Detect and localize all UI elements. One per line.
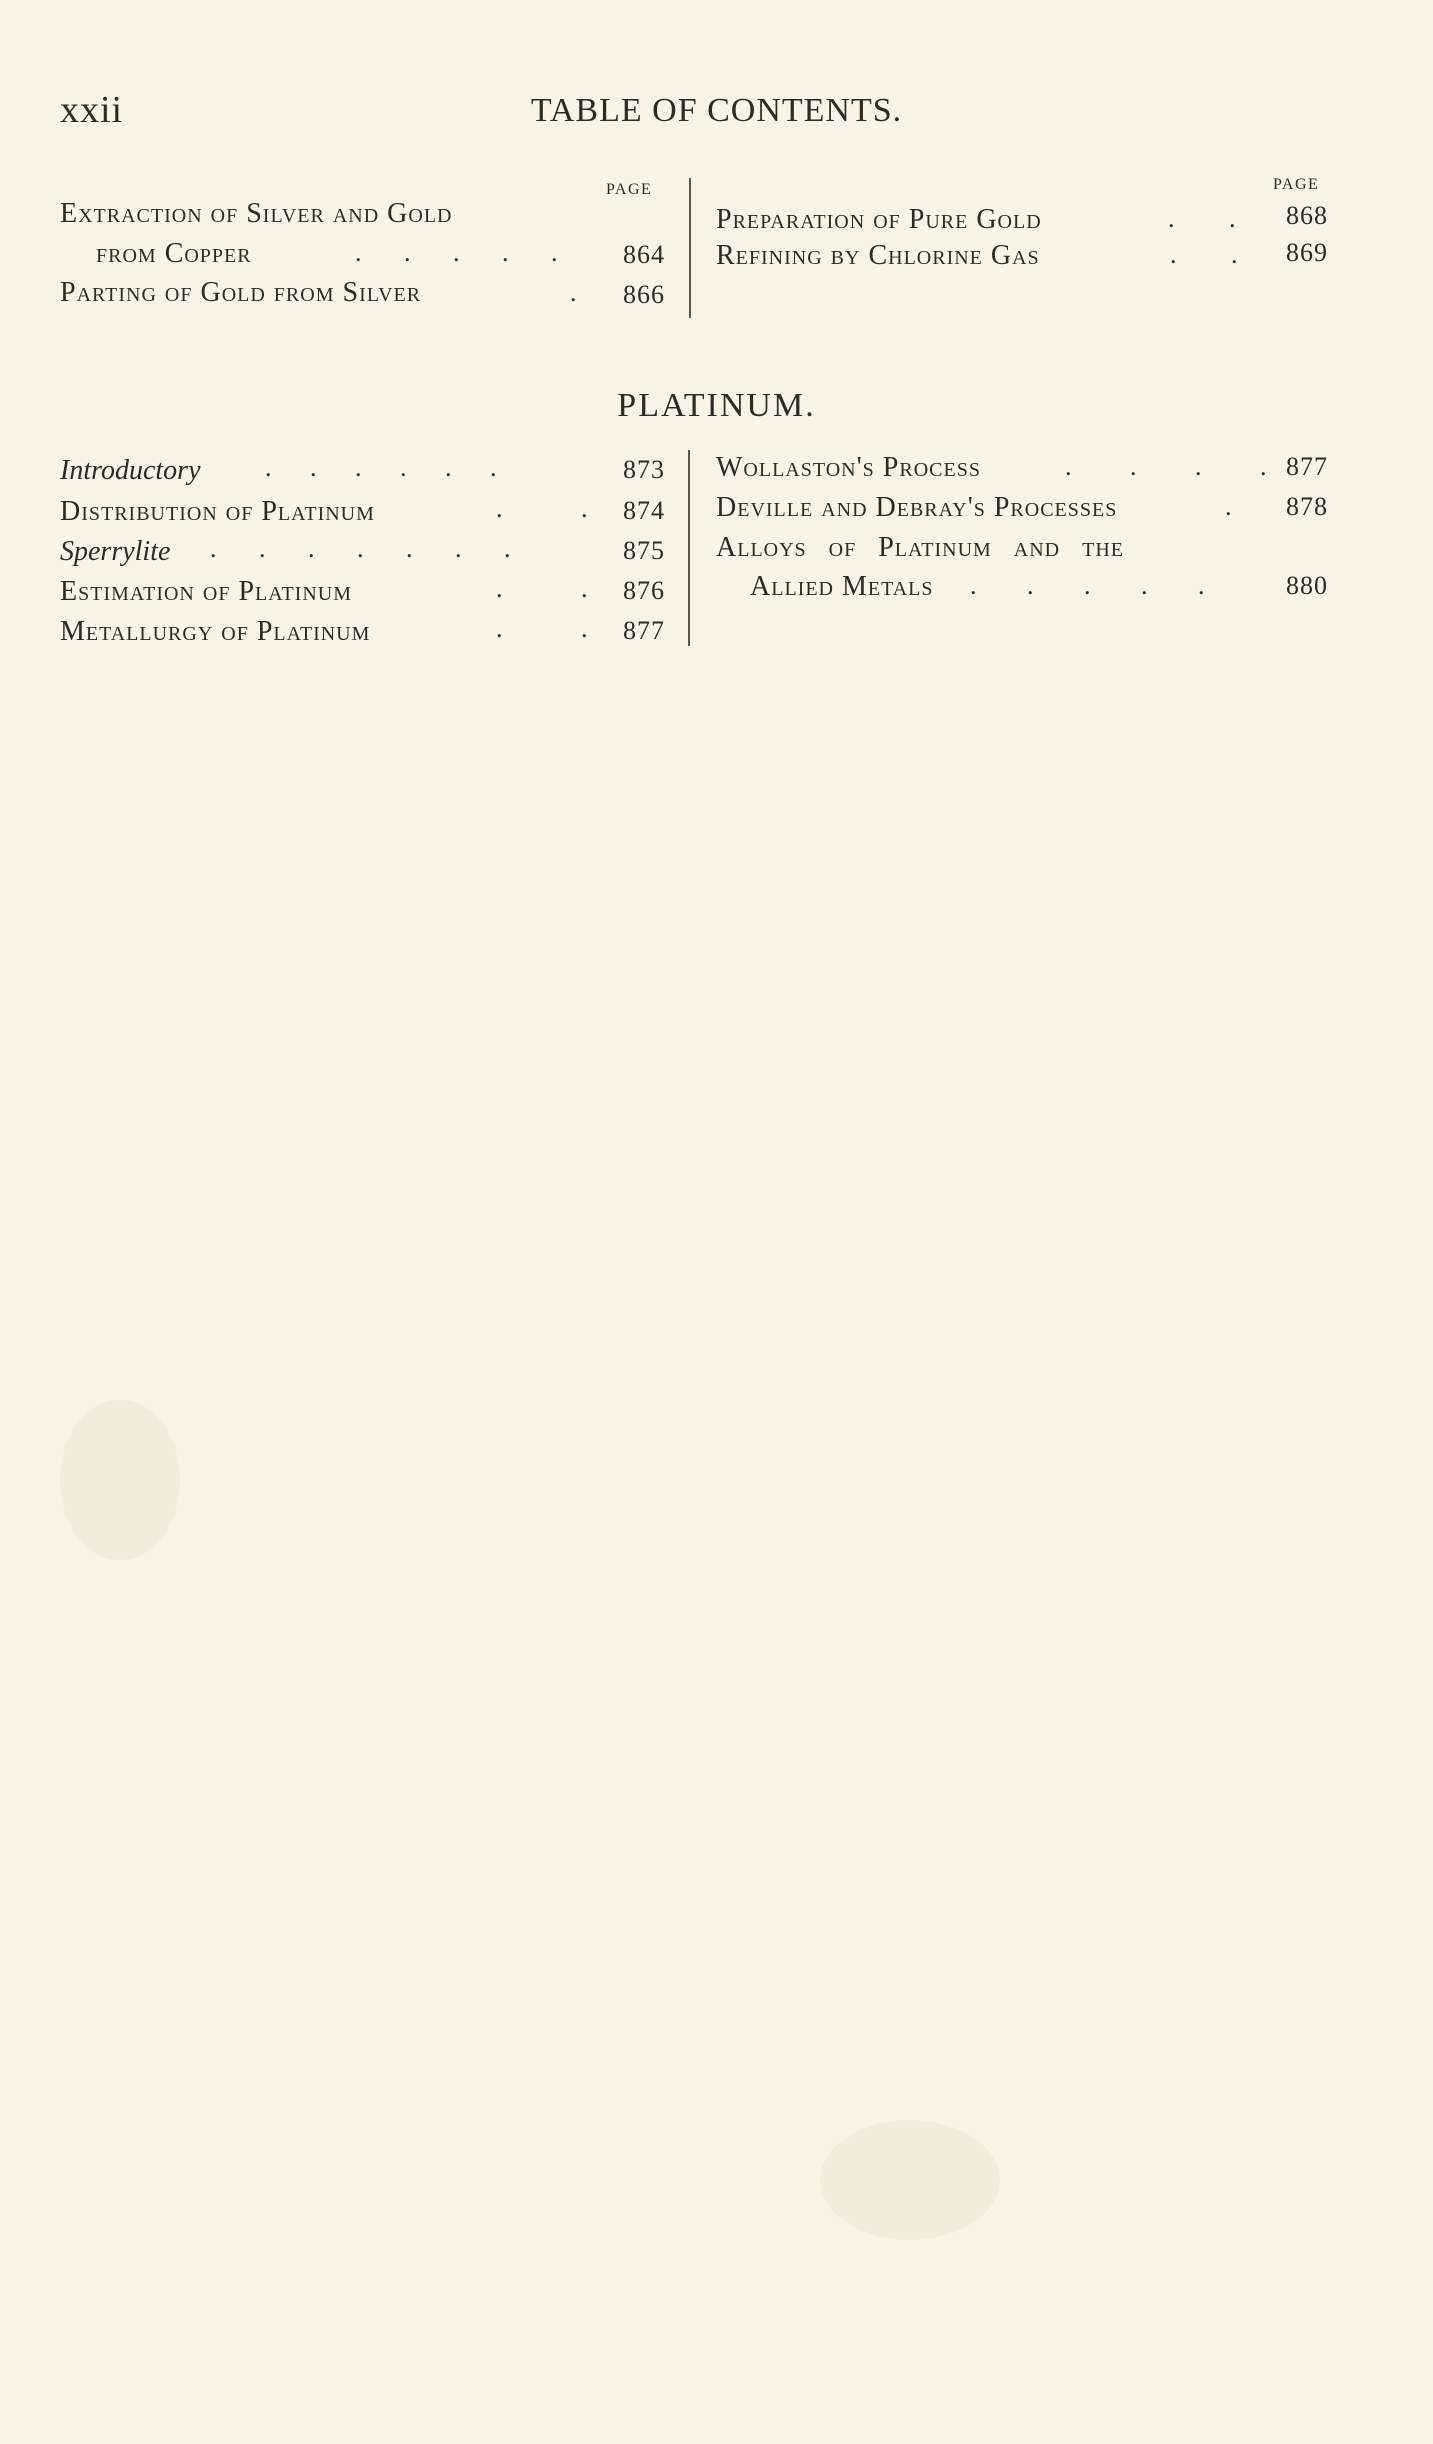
toc-page-number: 868 xyxy=(1286,201,1328,230)
toc-entry-label: Preparation of Pure Gold xyxy=(716,204,1042,235)
toc-entry-label: Metallurgy of Platinum xyxy=(60,616,371,647)
toc-page-number: 869 xyxy=(1286,238,1328,267)
toc-entry-label-continuation: from Copper xyxy=(96,238,252,269)
toc-entry-label: Deville and Debray's Processes xyxy=(716,492,1118,523)
paper-stain xyxy=(60,1400,180,1560)
column-divider xyxy=(688,450,690,646)
toc-entry-label: Alloys of Platinum and the xyxy=(716,532,1124,563)
toc-page-number: 880 xyxy=(1286,571,1328,600)
toc-leader-dots: . . xyxy=(496,494,624,523)
toc-entry-label: Distribution of Platinum xyxy=(60,496,375,527)
toc-entry-label: Extraction of Silver and Gold xyxy=(60,198,453,229)
toc-page-number: 866 xyxy=(623,280,665,309)
paper-stain xyxy=(820,2120,1000,2240)
toc-page-number: 877 xyxy=(623,616,665,645)
toc-leader-dots: . . . . xyxy=(1065,452,1293,481)
toc-page-number: 875 xyxy=(623,536,665,565)
toc-entry-label: Refining by Chlorine Gas xyxy=(716,240,1040,271)
page-folio: xxii xyxy=(60,89,124,131)
toc-page-number: 874 xyxy=(623,496,665,525)
toc-page-number: 876 xyxy=(623,576,665,605)
toc-page-number: 878 xyxy=(1286,492,1328,521)
toc-entry-label: Parting of Gold from Silver xyxy=(60,277,422,308)
toc-leader-dots: . . xyxy=(1168,204,1260,233)
section-heading: PLATINUM. xyxy=(617,387,816,424)
toc-leader-dots: . . . . . . . xyxy=(210,534,529,563)
page-column-label-right: PAGE xyxy=(1273,176,1320,193)
toc-leader-dots: . . . . . xyxy=(970,571,1227,600)
toc-leader-dots: . xyxy=(1225,492,1232,521)
toc-leader-dots: . xyxy=(570,278,577,307)
toc-leader-dots: . . xyxy=(1170,240,1262,269)
toc-entry-label: Introductory xyxy=(60,455,201,486)
column-divider xyxy=(689,178,691,318)
toc-page-number: 873 xyxy=(623,455,665,484)
toc-entry-label: Sperrylite xyxy=(60,536,171,567)
toc-page-number: 864 xyxy=(623,240,665,269)
toc-leader-dots: . . . . . . xyxy=(265,453,513,482)
toc-leader-dots: . . xyxy=(496,574,624,603)
toc-entry-label-continuation: Allied Metals xyxy=(750,571,934,602)
toc-leader-dots: . . . . . xyxy=(355,238,576,267)
toc-page-number: 877 xyxy=(1286,452,1328,481)
page-column-label-left: PAGE xyxy=(606,181,653,198)
toc-leader-dots: . . xyxy=(496,614,624,643)
running-title: TABLE OF CONTENTS. xyxy=(530,92,903,129)
toc-entry-label: Estimation of Platinum xyxy=(60,576,353,607)
toc-entry-label: Wollaston's Process xyxy=(716,452,981,483)
